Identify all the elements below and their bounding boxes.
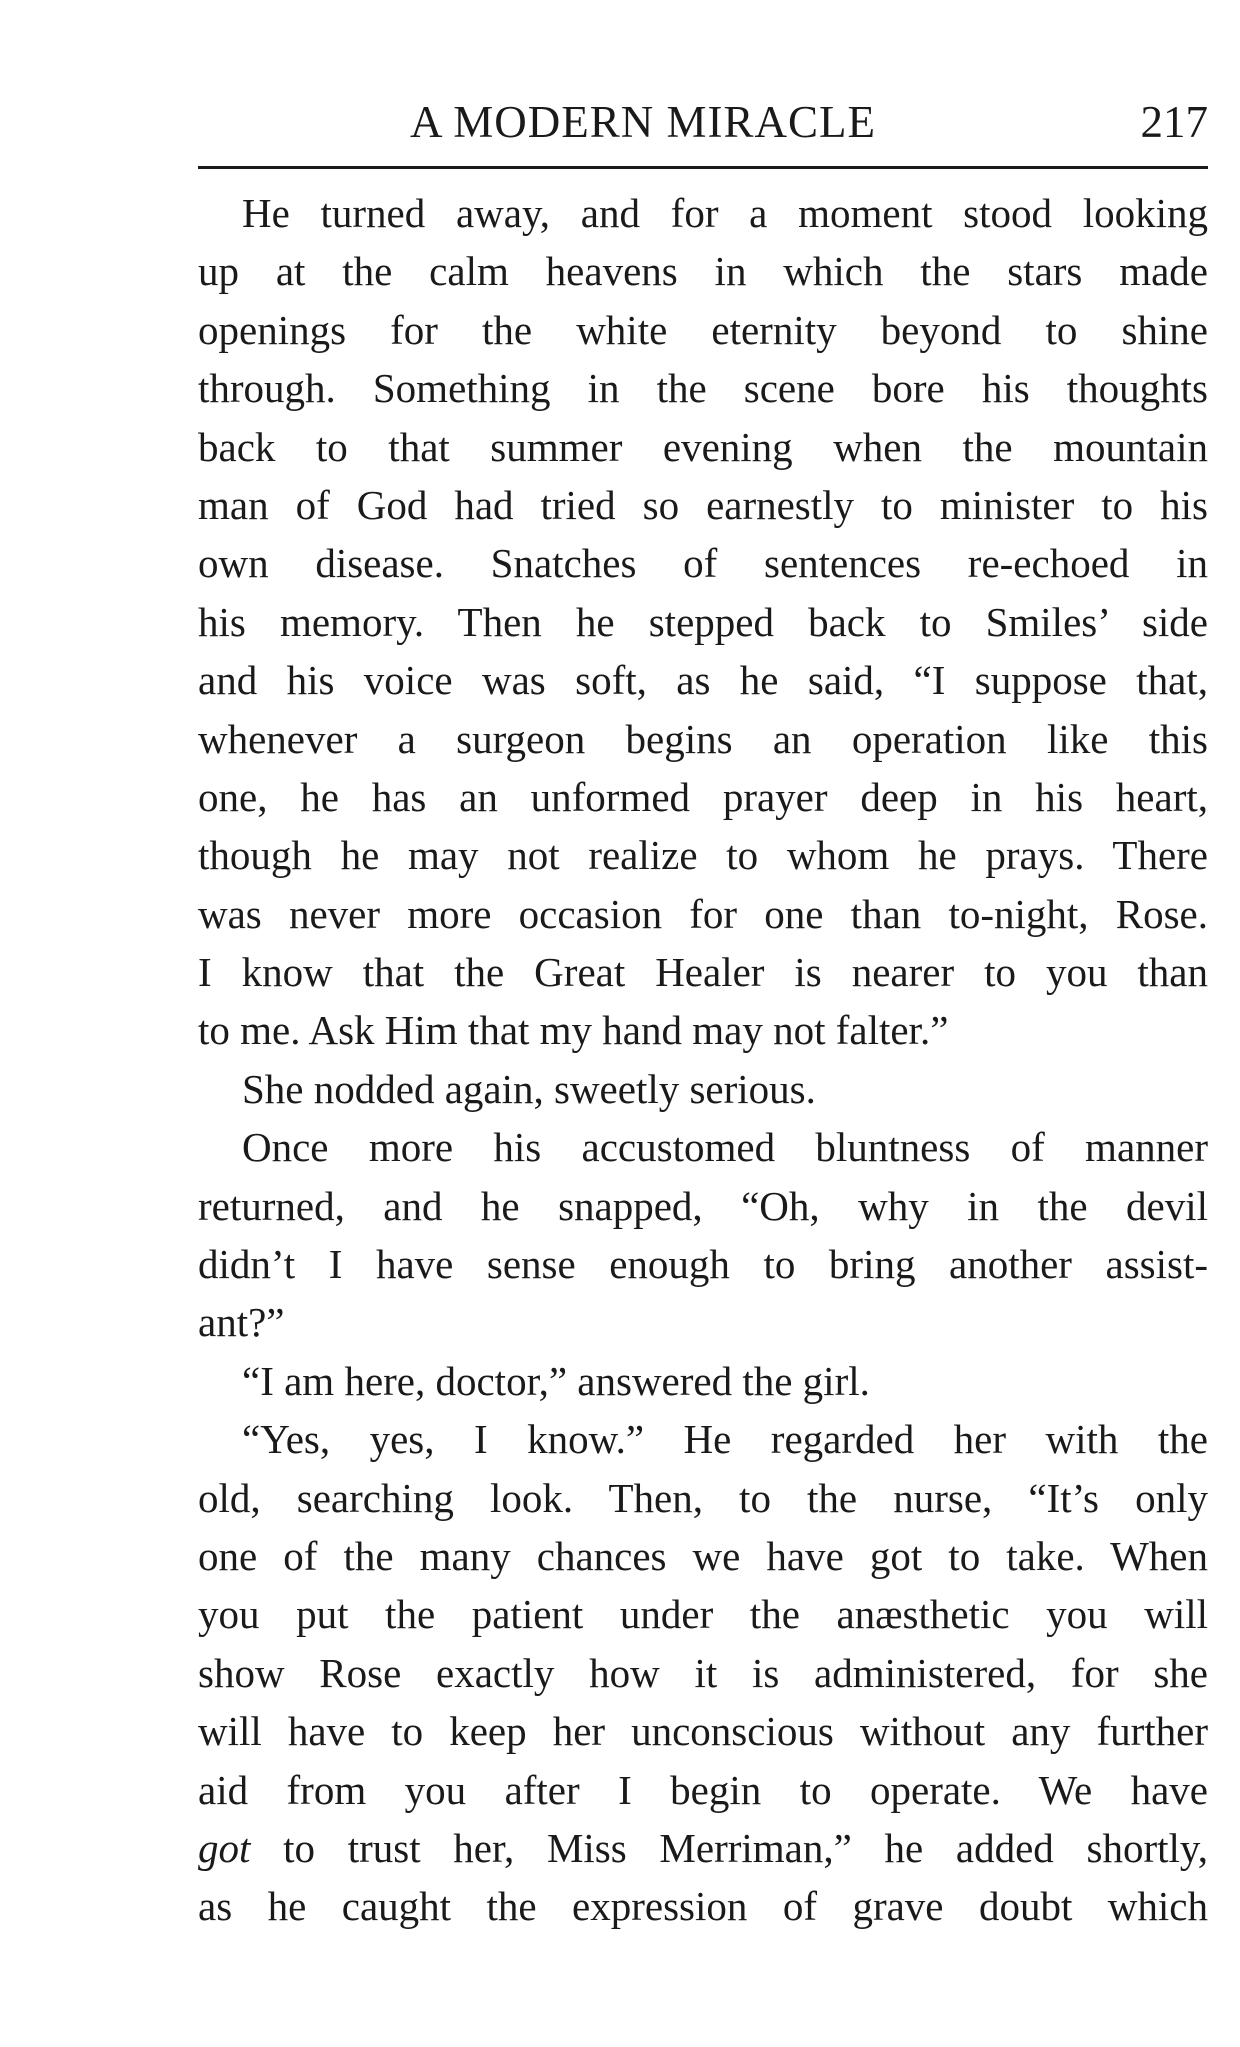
text-line: returned, and he snapped, “Oh, why in the devil <box>198 1182 1208 1229</box>
text-line: will have to keep her unconscious without any further <box>198 1708 1208 1755</box>
text-line: back to that summer evening when the mountain <box>198 423 1208 470</box>
body-text <box>198 184 1208 1936</box>
text-line: He turned away, and for a moment stood looking <box>242 190 1208 236</box>
emphasized-word: got <box>198 1824 251 1871</box>
text-line: you put the patient under the anæsthetic you will <box>198 1591 1208 1638</box>
text-line: aid from you after I begin to operate. We have <box>198 1766 1208 1813</box>
text-line: “Yes, yes, I know.” He regarded her with the <box>242 1416 1208 1463</box>
page-number: 217 <box>1140 97 1208 147</box>
text-line: through. Something in the scene bore his thoughts <box>198 365 1208 412</box>
text-line: old, searching look. Then, to the nurse, “It’s only <box>198 1474 1208 1521</box>
text-line: though he may not realize to whom he prays. There <box>198 832 1208 879</box>
text-line-rest: to trust her, Miss Merriman,” he added shortly, <box>250 1824 1208 1871</box>
header-rule <box>198 166 1208 169</box>
text-line: show Rose exactly how it is administered, for she <box>198 1649 1208 1696</box>
text-line: one of the many chances we have got to take. When <box>198 1532 1208 1579</box>
text-line: and his voice was soft, as he said, “I suppose that, <box>198 657 1208 704</box>
text-line: own disease. Snatches of sentences re-echoed in <box>198 540 1208 587</box>
text-line: to me. Ask Him that my hand may not falter.” <box>198 1007 949 1054</box>
text-line: Once more his accustomed bluntness of manner <box>242 1124 1208 1171</box>
text-line: man of God had tried so earnestly to minister to his <box>198 481 1208 528</box>
text-line: his memory. Then he stepped back to Smiles’ side <box>198 598 1208 645</box>
text-line: up at the calm heavens in which the stars made <box>198 248 1208 295</box>
text-line: “I am here, doctor,” answered the girl. <box>242 1357 870 1404</box>
running-head <box>198 96 1208 158</box>
text-line: one, he has an unformed prayer deep in his heart, <box>198 773 1208 820</box>
text-line: as he caught the expression of grave doubt which <box>198 1883 1208 1930</box>
text-line-with-emphasis <box>198 1819 1208 1877</box>
text-line: ant?” <box>198 1299 285 1346</box>
text-line: didn’t I have sense enough to bring another assist- <box>198 1241 1208 1288</box>
text-line: whenever a surgeon begins an operation like this <box>198 715 1208 762</box>
text-line: She nodded again, sweetly serious. <box>242 1065 816 1112</box>
running-title: A MODERN MIRACLE <box>410 97 877 147</box>
text-line: openings for the white eternity beyond to shine <box>198 306 1208 353</box>
text-line: was never more occasion for one than to-night, Rose. <box>198 890 1208 937</box>
text-line: I know that the Great Healer is nearer to you than <box>198 949 1208 996</box>
